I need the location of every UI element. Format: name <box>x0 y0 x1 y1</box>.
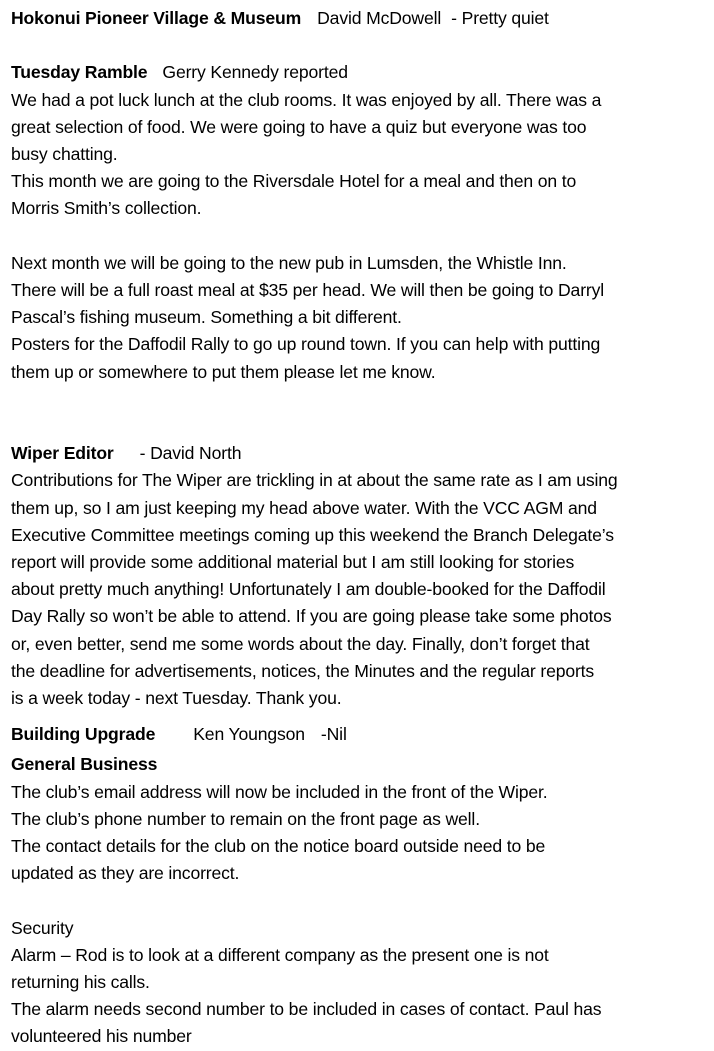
wiper-heading-line <box>11 440 709 467</box>
ramble-line: Posters for the Daffodil Rally to go up round town. If you can help with putting <box>11 334 601 355</box>
museum-reporter: David McDowell <box>317 8 442 28</box>
ramble-line: Morris Smith’s collection. <box>11 198 202 219</box>
ramble-line: them up or somewhere to put them please let me know. <box>11 361 436 382</box>
ramble-line: We had a pot luck lunch at the club rooms. It was enjoyed by all. There was a <box>11 89 602 110</box>
general-line: updated as they are incorrect. <box>11 863 240 884</box>
security-line: volunteered his number <box>11 1026 192 1047</box>
museum-note: - Pretty quiet <box>451 8 549 28</box>
wiper-line: about pretty much anything! Unfortunately I am double-booked for the Daffodil <box>11 579 606 600</box>
ramble-line: busy chatting. <box>11 144 118 164</box>
museum-section <box>11 5 709 32</box>
ramble-section <box>11 59 709 385</box>
wiper-line: Day Rally so won’t be able to attend. If you are going please take some photos <box>11 606 612 627</box>
security-line: returning his calls. <box>11 972 150 993</box>
general-section <box>11 751 709 1050</box>
wiper-line: the deadline for advertisements, notices, the Minutes and the regular reports <box>11 660 595 681</box>
wiper-title: Wiper Editor <box>11 443 114 464</box>
wiper-line: report will provide some additional material but I am still looking for stories <box>11 552 575 573</box>
wiper-line: Executive Committee meetings coming up this weekend the Branch Delegate’s <box>11 524 614 545</box>
museum-heading-line <box>11 5 709 32</box>
building-title: Building Upgrade <box>11 724 156 745</box>
museum-title: Hokonui Pioneer Village & Museum <box>11 8 302 28</box>
building-heading-line <box>11 721 709 748</box>
security-title: Security <box>11 917 74 938</box>
ramble-title: Tuesday Ramble <box>11 62 148 83</box>
general-line: The contact details for the club on the notice board outside need to be <box>11 836 546 857</box>
general-title: General Business <box>11 754 158 775</box>
building-note: -Nil <box>320 724 347 745</box>
wiper-line: or, even better, send me some words about the day. Finally, don’t forget that <box>11 633 590 654</box>
wiper-line: is a week today - next Tuesday. Thank you. <box>11 688 342 709</box>
general-line: The club’s phone number to remain on the front page as well. <box>11 808 480 829</box>
wiper-line: them up, so I am just keeping my head above water. With the VCC AGM and <box>11 497 597 518</box>
ramble-heading-line <box>11 59 709 86</box>
building-reporter: Ken Youngson <box>193 724 305 745</box>
ramble-line: great selection of food. We were going to have a quiz but everyone was too <box>11 116 587 137</box>
general-line: The club’s email address will now be included in the front of the Wiper. <box>11 781 548 802</box>
ramble-line: Pascal’s fishing museum. Something a bit different. <box>11 307 402 328</box>
wiper-reporter: - David North <box>139 443 242 464</box>
ramble-reporter: Gerry Kennedy reported <box>162 62 348 83</box>
wiper-line: Contributions for The Wiper are trickling in at about the same rate as I am using <box>11 470 618 491</box>
wiper-section <box>11 440 709 712</box>
building-section <box>11 721 709 748</box>
document-page <box>11 5 709 1051</box>
ramble-line: Next month we will be going to the new pub in Lumsden, the Whistle Inn. <box>11 252 567 273</box>
security-line: Alarm – Rod is to look at a different company as the present one is not <box>11 944 549 965</box>
ramble-line: There will be a full roast meal at $35 per head. We will then be going to Darryl <box>11 280 605 300</box>
security-line: The alarm needs second number to be included in cases of contact. Paul has <box>11 999 602 1020</box>
ramble-line: This month we are going to the Riversdale Hotel for a meal and then on to <box>11 171 577 192</box>
